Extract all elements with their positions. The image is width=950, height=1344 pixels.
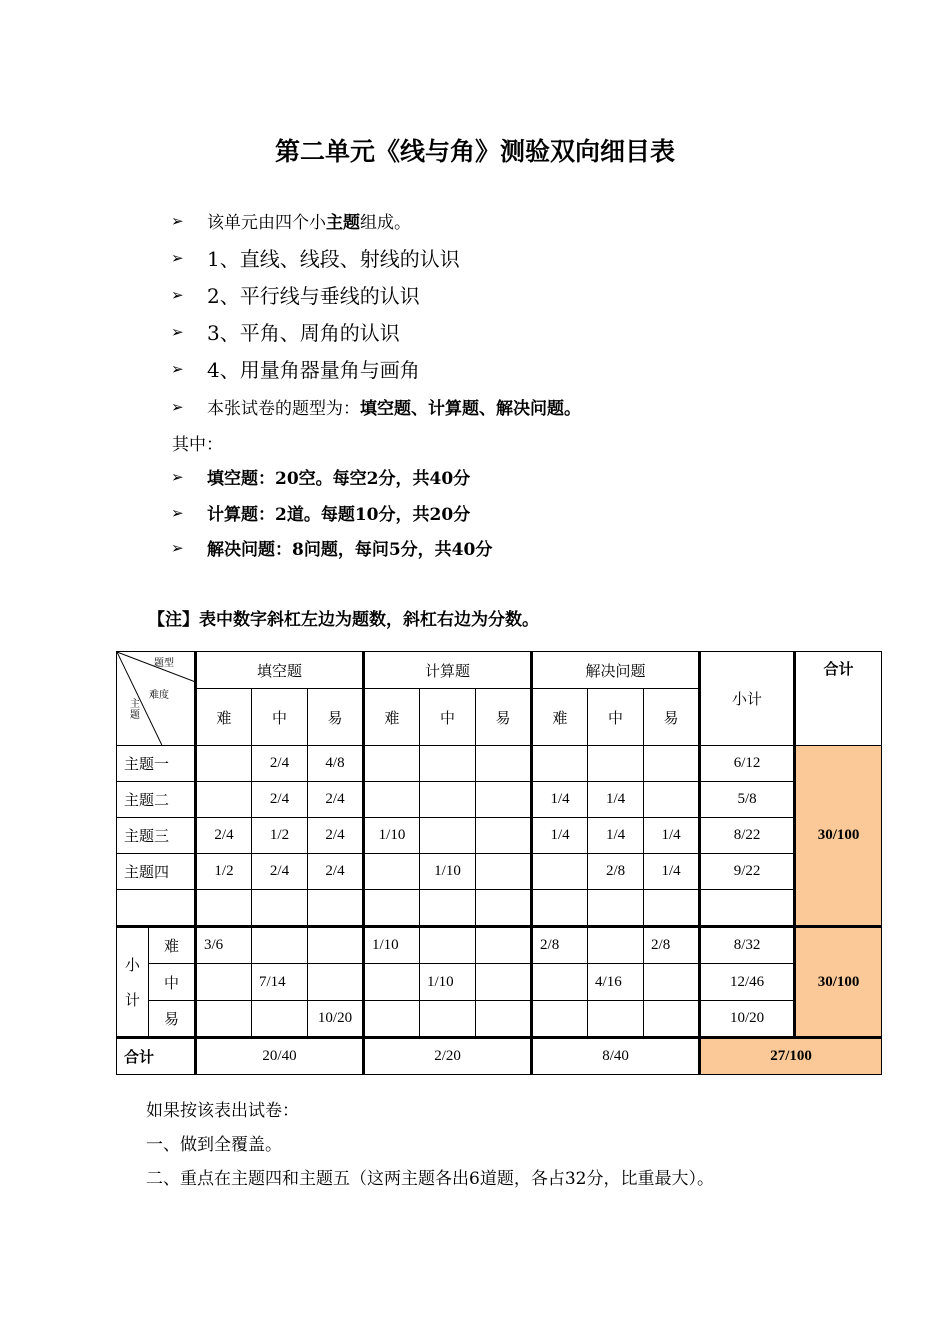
data-cell: [364, 746, 420, 782]
data-cell: [476, 746, 532, 782]
header-row: [117, 652, 882, 689]
intro-line: [171, 208, 411, 233]
group-total-calc: 2/20: [364, 1038, 532, 1075]
detail-text: 计算题：2道。每题10分，共20分: [207, 505, 471, 525]
page-title: 第二单元《线与角》测验双向细目表: [274, 137, 675, 166]
data-cell: 1/4: [644, 818, 700, 854]
grand-total-label: 合计: [117, 1038, 196, 1075]
topic-row: [117, 818, 882, 854]
corner-difficulty-label: 难度: [149, 690, 169, 701]
footer-line: 一、做到全覆盖。: [146, 1135, 282, 1155]
data-cell: 1/4: [644, 854, 700, 890]
level-label: 难: [149, 927, 196, 964]
data-cell: 2/8: [644, 927, 700, 964]
among-label: 其中：: [172, 435, 223, 455]
data-cell: [420, 746, 476, 782]
row-label: 主题二: [117, 782, 196, 818]
data-cell: 1/2: [196, 854, 252, 890]
topic-text: 2、平行线与垂线的认识: [207, 284, 420, 308]
data-cell: [196, 964, 252, 1001]
arrow-bullet-icon: ➢: [171, 359, 184, 378]
topic-row: [117, 746, 882, 782]
data-cell: [644, 964, 700, 1001]
data-cell: 2/4: [252, 746, 308, 782]
corner-type-label: 题型: [154, 658, 174, 669]
row-label: 主题三: [117, 818, 196, 854]
group-header-fill: 填空题: [196, 652, 364, 689]
types-line: [171, 394, 581, 419]
data-cell: [420, 890, 476, 927]
specification-table: [116, 651, 882, 1075]
row-label: [117, 890, 196, 927]
level-header: 易: [308, 689, 364, 746]
footer-line: 如果按该表出试卷：: [146, 1101, 299, 1121]
arrow-bullet-icon: ➢: [171, 322, 184, 341]
types-pre: 本张试卷的题型为：: [207, 399, 360, 419]
subtotal-header: 小计: [700, 652, 795, 746]
data-cell: [364, 782, 420, 818]
data-cell: [308, 964, 364, 1001]
data-cell: [644, 746, 700, 782]
data-cell: [196, 746, 252, 782]
group-total-fill: 20/40: [196, 1038, 364, 1075]
arrow-bullet-icon: ➢: [171, 467, 184, 486]
data-cell: 2/4: [196, 818, 252, 854]
grand-total-value: 27/100: [700, 1038, 882, 1075]
level-subtotal-row: [117, 964, 882, 1001]
data-cell: [420, 818, 476, 854]
data-cell: [588, 1001, 644, 1038]
arrow-bullet-icon: ➢: [171, 211, 184, 230]
level-header: 中: [420, 689, 476, 746]
data-cell: 1/10: [364, 927, 420, 964]
data-cell: [196, 890, 252, 927]
intro-text-bold: 主题: [326, 213, 360, 233]
table-note: 【注】表中数字斜杠左边为题数，斜杠右边为分数。: [148, 610, 539, 630]
data-cell: [476, 890, 532, 927]
arrow-bullet-icon: ➢: [171, 397, 184, 416]
level-header: 易: [644, 689, 700, 746]
data-cell: 2/4: [308, 782, 364, 818]
data-cell: [364, 964, 420, 1001]
data-cell: [420, 782, 476, 818]
data-cell: [308, 927, 364, 964]
data-cell: 1/10: [364, 818, 420, 854]
data-cell: 2/4: [308, 854, 364, 890]
data-cell: [588, 927, 644, 964]
subtotal-cell: [700, 890, 795, 927]
arrow-bullet-icon: ➢: [171, 538, 184, 557]
topic-text: 1、直线、线段、射线的认识: [207, 247, 460, 271]
data-cell: [364, 890, 420, 927]
group-total-solve: 8/40: [532, 1038, 700, 1075]
level-label: 易: [149, 1001, 196, 1038]
topic-item: [171, 243, 460, 272]
topic-text: 3、平角、周角的认识: [207, 321, 400, 345]
data-cell: [252, 890, 308, 927]
data-cell: 2/4: [308, 818, 364, 854]
topic-total-cell: 30/100: [795, 746, 882, 927]
row-label: 主题四: [117, 854, 196, 890]
data-cell: [532, 890, 588, 927]
arrow-bullet-icon: ➢: [171, 248, 184, 267]
data-cell: 1/4: [588, 782, 644, 818]
data-cell: [476, 818, 532, 854]
data-cell: 1/10: [420, 964, 476, 1001]
data-cell: [308, 890, 364, 927]
data-cell: [532, 854, 588, 890]
data-cell: [196, 782, 252, 818]
data-cell: [420, 927, 476, 964]
total-header: 合计: [795, 652, 882, 746]
corner-cell: [117, 652, 196, 746]
level-header: 难: [532, 689, 588, 746]
data-cell: [588, 890, 644, 927]
data-cell: [364, 854, 420, 890]
data-cell: 1/4: [588, 818, 644, 854]
subtotal-cell: 5/8: [700, 782, 795, 818]
intro-text-post: 组成。: [360, 213, 411, 233]
data-cell: 4/8: [308, 746, 364, 782]
data-cell: 10/20: [308, 1001, 364, 1038]
data-cell: 1/4: [532, 818, 588, 854]
data-cell: 4/16: [588, 964, 644, 1001]
level-header: 中: [252, 689, 308, 746]
data-cell: [644, 1001, 700, 1038]
data-cell: 1/4: [532, 782, 588, 818]
footer-line: 二、重点在主题四和主题五（这两主题各出6道题，各占32分，比重最大）。: [146, 1169, 714, 1189]
group-header-calc: 计算题: [364, 652, 532, 689]
corner-topic-label: 主题: [130, 699, 140, 721]
subtotal-cell: 6/12: [700, 746, 795, 782]
data-cell: 7/14: [252, 964, 308, 1001]
data-cell: [476, 1001, 532, 1038]
subtotal-cell: 10/20: [700, 1001, 795, 1038]
level-header: 难: [364, 689, 420, 746]
data-cell: [420, 1001, 476, 1038]
level-header: 难: [196, 689, 252, 746]
topic-row: [117, 854, 882, 890]
topic-row: [117, 782, 882, 818]
detail-item: [171, 500, 470, 525]
data-cell: [588, 746, 644, 782]
subtotal-cell: 12/46: [700, 964, 795, 1001]
data-cell: 1/2: [252, 818, 308, 854]
topic-item: [171, 317, 400, 346]
intro-text-pre: 该单元由四个小: [207, 213, 326, 233]
data-cell: 1/10: [420, 854, 476, 890]
data-cell: 2/4: [252, 782, 308, 818]
subtotal-cell: 9/22: [700, 854, 795, 890]
data-cell: 2/8: [588, 854, 644, 890]
data-cell: [252, 927, 308, 964]
subtotal-cell: 8/22: [700, 818, 795, 854]
topic-item: [171, 280, 420, 309]
subtotal-side-label-bottom: 计: [124, 993, 140, 1009]
data-cell: [644, 890, 700, 927]
data-cell: [252, 1001, 308, 1038]
data-cell: [476, 782, 532, 818]
subtotal-cell: 8/32: [700, 927, 795, 964]
data-cell: [476, 964, 532, 1001]
detail-text: 解决问题：8问题，每问5分，共40分: [207, 540, 493, 560]
level-subtotal-row: [117, 1001, 882, 1038]
topic-item: [171, 354, 420, 383]
group-header-solve: 解决问题: [532, 652, 700, 689]
data-cell: [196, 1001, 252, 1038]
topic-row: [117, 890, 882, 927]
level-header: 易: [476, 689, 532, 746]
types-bold: 填空题、计算题、解决问题。: [360, 399, 581, 419]
data-cell: [532, 1001, 588, 1038]
level-header: 中: [588, 689, 644, 746]
arrow-bullet-icon: ➢: [171, 285, 184, 304]
data-cell: 3/6: [196, 927, 252, 964]
topic-text: 4、用量角器量角与画角: [207, 358, 420, 382]
arrow-bullet-icon: ➢: [171, 503, 184, 522]
data-cell: [364, 1001, 420, 1038]
subtotal-side-label-top: 小: [124, 958, 140, 974]
detail-item: [171, 535, 492, 560]
detail-item: [171, 464, 470, 489]
grand-total-row: [117, 1038, 882, 1075]
data-cell: [476, 927, 532, 964]
detail-text: 填空题：20空。每空2分，共40分: [207, 469, 471, 489]
data-cell: [532, 964, 588, 1001]
row-label: 主题一: [117, 746, 196, 782]
data-cell: [532, 746, 588, 782]
data-cell: [644, 782, 700, 818]
level-label: 中: [149, 964, 196, 1001]
data-cell: [476, 854, 532, 890]
subtotal-side-label: [117, 927, 149, 1038]
data-cell: 2/4: [252, 854, 308, 890]
data-cell: 2/8: [532, 927, 588, 964]
level-subtotal-row: [117, 927, 882, 964]
level-total-cell: 30/100: [795, 927, 882, 1038]
